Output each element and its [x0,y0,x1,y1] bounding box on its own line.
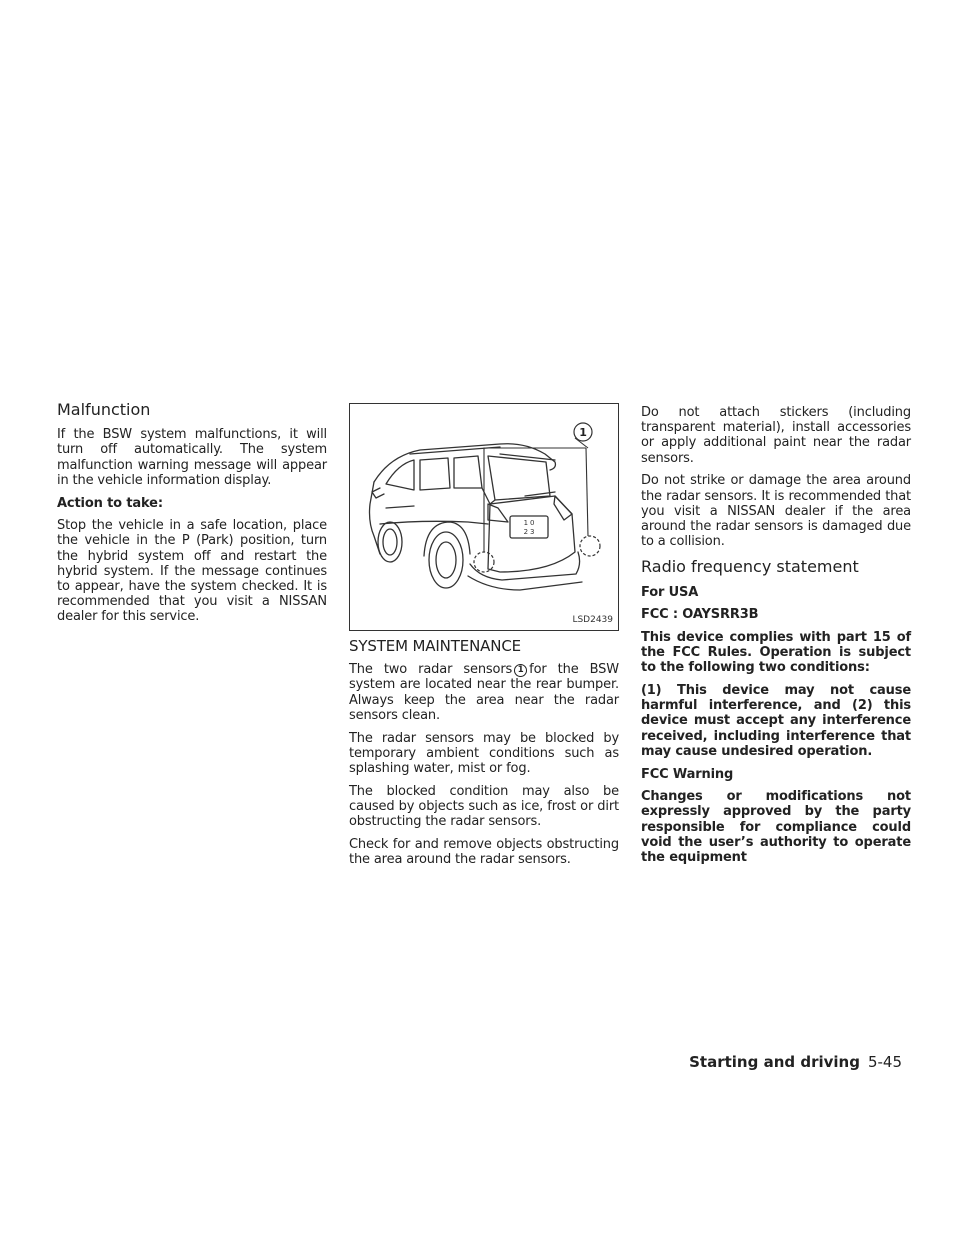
page-number: 5-45 [867,1053,902,1071]
middle-column [349,403,619,875]
maintenance-paragraph-3: The blocked condition may also be caused by objects such as ice, frost or dirt obstructing the radar sensors. [349,783,619,830]
callout-1-icon: 1 [514,664,527,677]
stickers-paragraph: Do not attach stickers (including transparent material), install accessories or apply additional paint near the radar sensors. [641,405,911,466]
fcc-warning-label: FCC Warning [641,766,734,782]
fcc-statement-1: This device complies with part 15 of the FCC Rules. Operation is subject to the following two conditions: [641,629,911,676]
fcc-warning-text: Changes or modifications not expressly approved by the party responsible for compliance could void the user’s authority to operate the equipment [641,789,911,866]
for-usa-label: For USA [641,584,699,600]
plate-text-bottom: 2 3 [523,528,535,536]
figure-code: LSD2439 [572,614,613,625]
radio-frequency-heading: Radio frequency statement [641,557,859,577]
maintenance-paragraph-1 [349,662,619,723]
damage-paragraph: Do not strike or damage the area around the radar sensors. It is recommended that you visit a NISSAN dealer if the area around the radar sensors is damaged due to a collision. [641,473,911,550]
system-maintenance-heading: SYSTEM MAINTENANCE [349,637,521,655]
radar-sensor-left-marker [474,552,494,572]
maintenance-text-before: The two radar sensors [349,662,513,678]
vehicle-rear-illustration [350,404,618,630]
maintenance-paragraph-2: The radar sensors may be blocked by temporary ambient conditions such as splashing water, mist or fog. [349,730,619,776]
malfunction-paragraph: If the BSW system malfunctions, it will turn off automatically. The system malfunction warning message will appear in the vehicle information display. [57,427,327,488]
left-column [57,402,327,632]
malfunction-heading: Malfunction [57,400,151,419]
maintenance-paragraph-4: Check for and remove objects obstructing the area around the radar sensors. [349,836,619,867]
footer-section-title: Starting and driving [689,1053,860,1071]
maintenance-text-after: for the BSW system are located near the rear bumper. Always keep the area near the radar sensors clean. [349,662,619,723]
action-paragraph: Stop the vehicle in a safe location, place the vehicle in the P (Park) position, turn the hybrid system off and restart the hybrid system. If the message continues to appear, have the system checked. It is recommended that you visit a NISSAN dealer for this service. [57,518,327,625]
fcc-id: FCC : OAYSRR3B [641,607,759,623]
radar-sensor-right-marker [580,536,600,556]
right-column [641,405,911,873]
callout-1-label: 1 [579,426,587,439]
radar-sensor-figure [349,403,619,631]
action-label: Action to take: [57,495,163,511]
plate-text-top: 1 0 [523,519,535,527]
page-footer [689,1053,902,1071]
fcc-statement-2: (1) This device may not cause harmful interference, and (2) this device must accept any interference received, including interference that may cause undesired operation. [641,683,911,759]
